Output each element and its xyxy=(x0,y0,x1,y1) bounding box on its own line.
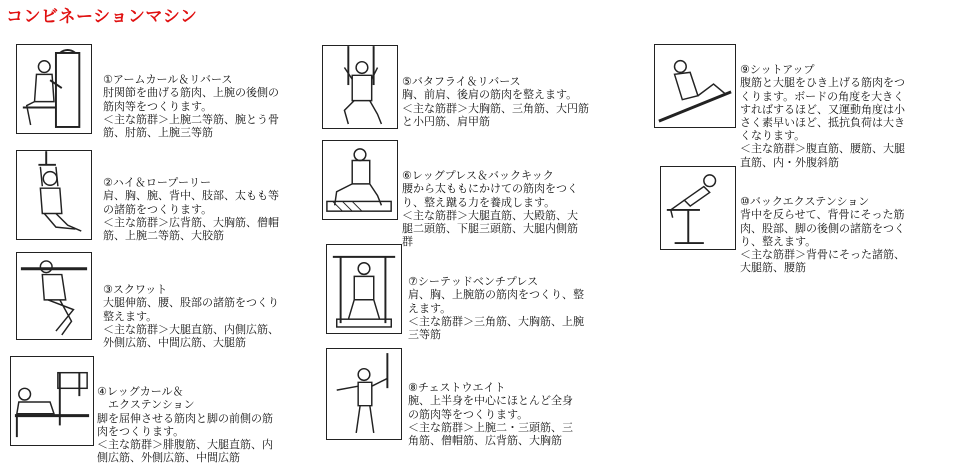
arm-curl-figure-icon xyxy=(16,44,92,134)
entry-1 xyxy=(103,60,318,139)
entry-7 xyxy=(408,262,633,341)
chest-weight-figure-icon xyxy=(326,348,402,440)
entry-9-title: ⑨シットアップ xyxy=(740,63,815,77)
leg-press-figure-icon xyxy=(322,140,398,220)
entry-3-title: ③スクワット xyxy=(103,283,168,297)
entry-5-title: ⑤バタフライ＆リバース xyxy=(402,75,521,89)
entry-4 xyxy=(97,372,312,464)
entry-2-body: 肩、胸、腕、背中、肢部、太もも等 の諸筋をつくります。 ＜主な筋群＞広背筋、大胸筋、僧帽 筋、上腕二等筋、大胶筋 xyxy=(103,189,279,243)
back-extension-figure-icon xyxy=(660,166,736,250)
entry-5-body: 胸、前肩、後肩の筋肉を整えます。 ＜主な筋群＞大胸筋、三角筋、大円筋 と小円筋、肩甲筋 xyxy=(402,88,589,128)
entry-2-title: ②ハイ＆ロープーリー xyxy=(103,176,211,190)
entry-10 xyxy=(740,182,940,274)
entry-9-body: 腹筋と大腿をひき上げる筋肉をつ くります。ボードの角度を大きく すればするほど、又運動角度は小 さく素早いほど、抵抗負荷は大き くなります。 ＜主な筋群＞腹直筋、腰筋、大腿 直筋、内・外腹斜筋 xyxy=(740,76,905,169)
entry-6 xyxy=(402,156,632,248)
entry-4-title: ④レッグカール＆ エクステンション xyxy=(97,385,195,412)
pulley-figure-icon xyxy=(16,150,92,240)
bench-press-figure-icon xyxy=(326,244,402,334)
entry-10-title: ⑩バックエクステンション xyxy=(740,195,870,209)
entry-6-title: ⑥レッグプレス＆バックキック xyxy=(402,169,554,183)
entry-10-body: 背中を反らせて、背骨にそった筋 肉、股部、脚の後側の諸筋をつく り、整えます。 ＜主な筋群＞背骨にそった諸筋、 大腿筋、腰筋 xyxy=(740,208,905,275)
entry-9 xyxy=(740,50,940,169)
entry-1-body: 肘関節を曲げる筋肉、上腕の後側の 筋肉等をつくります。 ＜主な筋群＞上腕二等筋、腕とう骨 筋、肘筋、上腕三等筋 xyxy=(103,86,279,140)
entry-7-title: ⑦シーテッドベンチプレス xyxy=(408,275,539,289)
entry-5 xyxy=(402,62,632,128)
sit-up-figure-icon xyxy=(654,44,736,128)
butterfly-figure-icon xyxy=(322,45,398,129)
entry-4-body: 脚を屈伸させる筋肉と脚の前側の筋 肉をつくります。 ＜主な筋群＞腓腹筋、大腿直筋、内 側広筋、外側広筋、中間広筋 xyxy=(97,411,273,464)
entry-8-body: 腕、上半身を中心にほとんど全身 の筋肉等をつくります。 ＜主な筋群＞上腕二・三頭筋、三 角筋、僧帽筋、広背筋、大胸筋 xyxy=(408,394,573,448)
entry-3-body: 大腿伸筋、腰、股部の諸筋をつくり 整えます。 ＜主な筋群＞大腿直筋、内側広筋、 外側広筋、中間広筋、大腿筋 xyxy=(103,296,279,350)
entry-6-body: 腰から太ももにかけての筋肉をつく り、整え蹴る力を養成します。 ＜主な筋群＞大腿直筋、大殿筋、大 腿二頭筋、下腿三頭筋、大腿内側筋 群 xyxy=(402,182,578,249)
entry-8-title: ⑧チェストウエイト xyxy=(408,381,506,395)
page-title: コンビネーションマシン xyxy=(6,7,198,27)
entry-8 xyxy=(408,368,633,447)
entry-3 xyxy=(103,270,318,349)
squat-figure-icon xyxy=(16,252,92,340)
leg-curl-figure-icon xyxy=(10,356,94,446)
entry-1-title: ①アームカール＆リバース xyxy=(103,73,233,87)
entry-2 xyxy=(103,163,318,242)
entry-7-body: 肩、胸、上腕筋の筋肉をつくり、整 えます。 ＜主な筋群＞三角筋、大胸筋、上腕 三等筋 xyxy=(408,288,584,342)
